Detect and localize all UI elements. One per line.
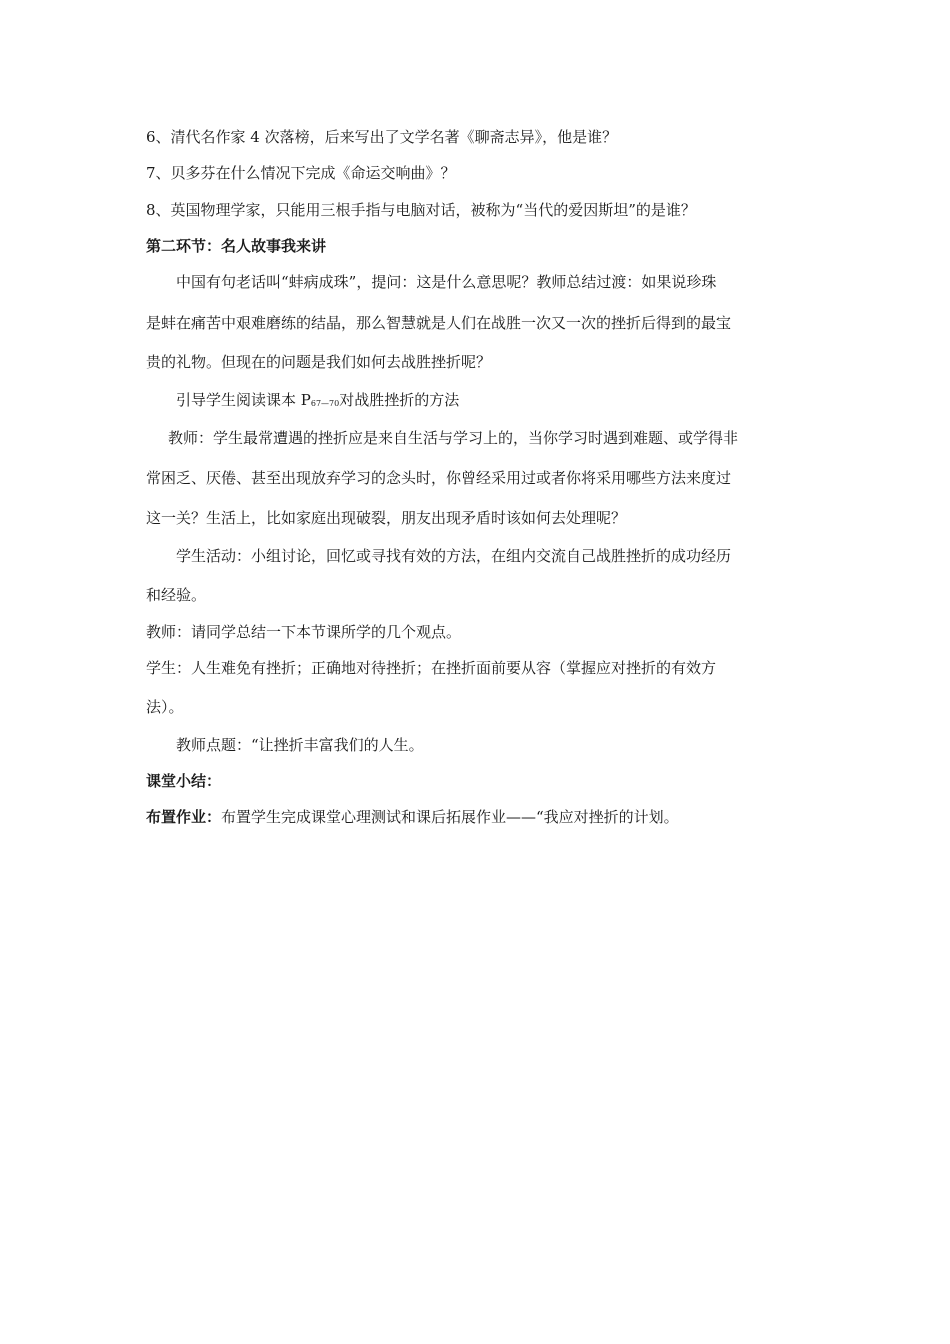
guide-prefix: 引导学生阅读课本 P [176,391,311,409]
summary-heading: 课堂小结： [146,772,222,790]
activity-line: 学生活动：小组讨论，回忆或寻找有效的方法，在组内交流自己战胜挫折的成功经历 [176,547,732,565]
guide-suffix: 对战胜挫折的方法 [339,391,460,409]
guide-line [176,390,836,414]
teacher-paragraph-line: 这一关？生活上，比如家庭出现破裂，朋友出现矛盾时该如何去处理呢？ [146,509,627,527]
question-8: 8、英国物理学家，只能用三根手指与电脑对话，被称为“当代的爱因斯坦”的是谁？ [146,201,696,219]
paragraph-line: 是蚌在痛苦中艰难磨练的结晶，那么智慧就是人们在战胜一次又一次的挫折后得到的最宝 [146,314,732,332]
paragraph-line: 贵的礼物。但现在的问题是我们如何去战胜挫折呢？ [146,353,492,371]
student-line: 法）。 [146,698,184,716]
teacher-point: 教师点题：“让挫折丰富我们的人生。 [176,736,424,754]
student-line: 学生：人生难免有挫折；正确地对待挫折；在挫折面前要从容（掌握应对挫折的有效方 [146,659,717,677]
teacher-summary: 教师：请同学总结一下本节课所学的几个观点。 [146,623,462,641]
activity-line: 和经验。 [146,586,207,604]
teacher-paragraph-line: 教师：学生最常遭遇的挫折应是来自生活与学习上的，当你学习时遇到难题、或学得非 [168,429,739,447]
section-heading-2: 第二环节：名人故事我来讲 [146,237,327,255]
guide-pages: 67—70 [310,399,340,408]
homework-line [146,807,806,827]
paragraph-line: 中国有句老话叫“蚌病成珠”，提问：这是什么意思呢？教师总结过渡：如果说珍珠 [176,273,717,291]
question-6: 6、清代名作家 4 次落榜，后来写出了文学名著《聊斋志异》，他是谁？ [146,128,618,146]
homework-text: 布置学生完成课堂心理测试和课后拓展作业——“我应对挫折的计划。 [221,808,679,826]
homework-label: 布置作业： [146,808,222,826]
question-7: 7、贝多芬在什么情况下完成《命运交响曲》？ [146,164,456,182]
teacher-paragraph-line: 常困乏、厌倦、甚至出现放弃学习的念头时，你曾经采用过或者你将采用哪些方法来度过 [146,469,732,487]
